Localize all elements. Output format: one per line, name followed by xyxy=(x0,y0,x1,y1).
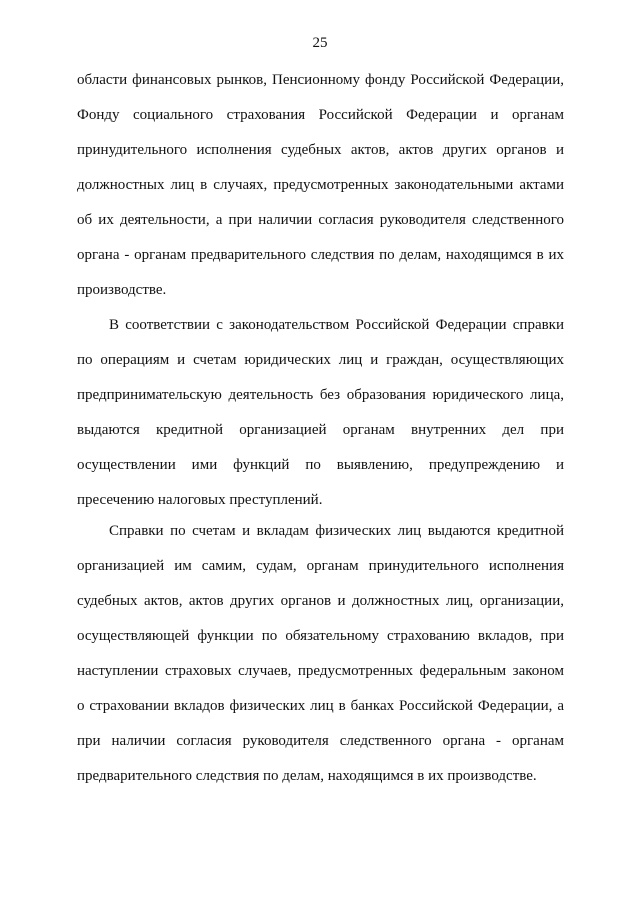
text-line: органа - органам предварительного следствия по делам, находящимся в их xyxy=(77,247,564,263)
text-line: по операциям и счетам юридических лиц и граждан, осуществляющих xyxy=(77,352,564,368)
paragraph-1 xyxy=(77,63,564,308)
paragraph-2 xyxy=(77,308,564,518)
text-line: В соответствии с законодательством Российской Федерации справки xyxy=(109,317,564,333)
text-line: наступлении страховых случаев, предусмотренных федеральным законом xyxy=(77,663,564,679)
text-line: осуществлении ими функций по выявлению, предупреждению и xyxy=(77,457,564,473)
paragraph-3 xyxy=(77,514,564,794)
text-line: выдаются кредитной организацией органам внутренних дел при xyxy=(77,422,564,438)
text-line: Фонду социального страхования Российской Федерации и органам xyxy=(77,107,564,123)
text-line: должностных лиц в случаях, предусмотренных законодательными актами xyxy=(77,177,564,193)
text-line: производстве. xyxy=(77,282,167,298)
text-line: судебных актов, актов других органов и должностных лиц, организации, xyxy=(77,593,564,609)
text-line: пресечению налоговых преступлений. xyxy=(77,492,323,508)
text-line: осуществляющей функции по обязательному страхованию вкладов, при xyxy=(77,628,564,644)
text-line: Справки по счетам и вкладам физических лиц выдаются кредитной xyxy=(109,523,564,539)
text-line: предварительного следствия по делам, находящимся в их производстве. xyxy=(77,768,537,784)
text-line: области финансовых рынков, Пенсионному фонду Российской Федерации, xyxy=(77,72,564,88)
text-line: о страховании вкладов физических лиц в банках Российской Федерации, а xyxy=(77,698,564,714)
text-line: принудительного исполнения судебных актов, актов других органов и xyxy=(77,142,564,158)
text-line: при наличии согласия руководителя следственного органа - органам xyxy=(77,733,564,749)
page-number: 25 xyxy=(312,35,328,51)
text-line: организацией им самим, судам, органам принудительного исполнения xyxy=(77,558,564,574)
text-line: предпринимательскую деятельность без образования юридического лица, xyxy=(77,387,564,403)
text-line: об их деятельности, а при наличии согласия руководителя следственного xyxy=(77,212,564,228)
